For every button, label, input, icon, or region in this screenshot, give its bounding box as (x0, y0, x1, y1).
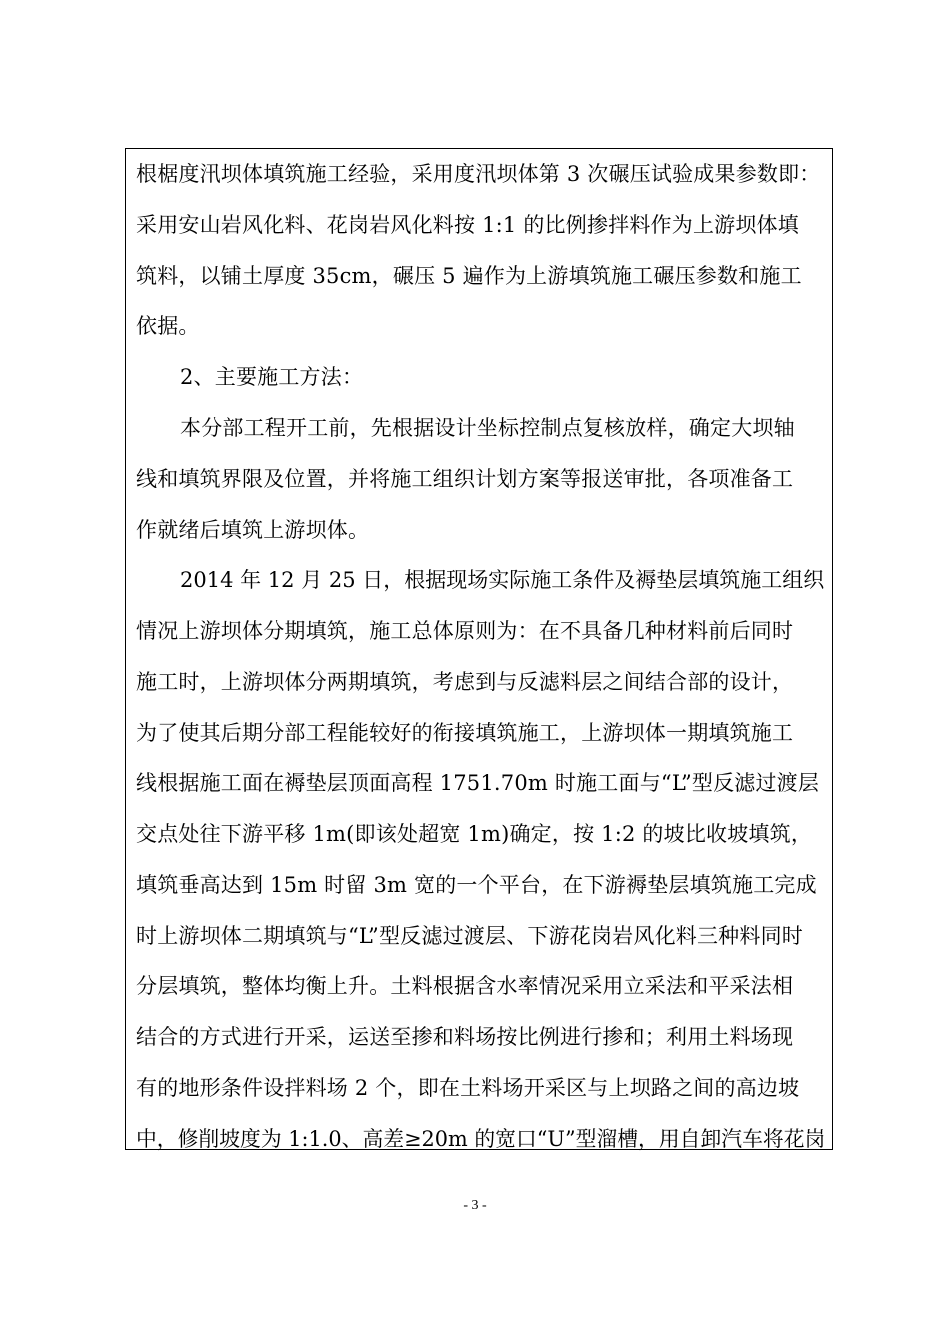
text-line: 线和填筑界限及位置，并将施工组织计划方案等报送审批，各项准备工 (136, 467, 794, 491)
text-line: 结合的方式进行开采，运送至掺和料场按比例进行掺和；利用土料场现 (136, 1025, 794, 1049)
text-line: 线根据施工面在褥垫层顶面高程 1751.70m 时施工面与“L”型反滤过渡层 (136, 771, 820, 795)
text-line: 2014 年 12 月 25 日，根据现场实际施工条件及褥垫层填筑施工组织 (180, 568, 825, 592)
text-line: 为了使其后期分部工程能较好的衔接填筑施工，上游坝体一期填筑施工 (136, 721, 794, 745)
text-line: 作就绪后填筑上游坝体。 (136, 518, 370, 542)
text-line: 施工时，上游坝体分两期填筑，考虑到与反滤料层之间结合部的设计， (136, 670, 794, 694)
text-line: 交点处往下游平移 1m(即该处超宽 1m)确定，按 1:2 的坡比收坡填筑， (136, 822, 813, 846)
text-line: 情况上游坝体分期填筑，施工总体原则为：在不具备几种材料前后同时 (136, 619, 794, 643)
text-line: 依据。 (136, 314, 200, 338)
text-line: 筑料，以铺土厚度 35cm，碾压 5 遍作为上游填筑施工碾压参数和施工 (136, 264, 802, 288)
text-line: 填筑垂高达到 15m 时留 3m 宽的一个平台，在下游褥垫层填筑施工完成 (136, 873, 817, 897)
text-line: 有的地形条件设拌料场 2 个，即在土料场开采区与上坝路之间的高边坡 (136, 1076, 800, 1100)
text-line: 分层填筑，整体均衡上升。土料根据含水率情况采用立采法和平采法相 (136, 974, 794, 998)
text-line: 中，修削坡度为 1:1.0、高差≥20m 的宽口“U”型溜槽，用自卸汽车将花岗 (136, 1127, 826, 1151)
section-heading: 2、主要施工方法： (180, 365, 364, 389)
text-line: 采用安山岩风化料、花岗岩风化料按 1:1 的比例掺拌料作为上游坝体填 (136, 213, 799, 237)
text-line: 根椐度汛坝体填筑施工经验，采用度汛坝体第 3 次碾压试验成果参数即： (136, 162, 821, 186)
text-line: 本分部工程开工前，先根据设计坐标控制点复核放样，确定大坝轴 (180, 416, 795, 440)
text-line: 时上游坝体二期填筑与“L”型反滤过渡层、下游花岗岩风化料三种料同时 (136, 924, 803, 948)
page-number: - 3 - (463, 1198, 487, 1213)
